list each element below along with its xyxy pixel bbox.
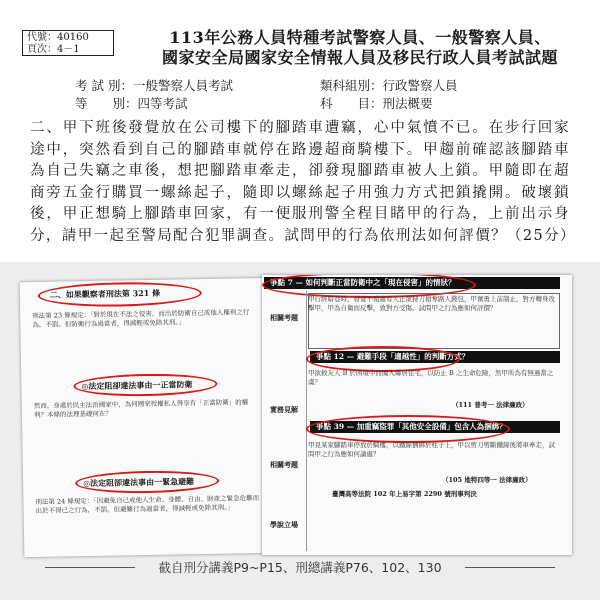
issue-12-footnote: （111 普考一 法律廉政） <box>452 401 529 409</box>
label-academic-position: 學說立場 <box>270 520 298 529</box>
left-page-subheading-2: ◎法定阻卻違法事由一緊急避難 <box>83 476 195 489</box>
textbook-page-right <box>262 275 572 555</box>
annotation-circle <box>306 415 510 443</box>
page-number: 頁次：4－1 <box>27 44 80 55</box>
source-caption: 截自刑分講義P9~P15、刑總講義P76、102、130 <box>158 560 442 575</box>
exam-title <box>140 28 580 68</box>
annotation-circle <box>73 373 217 398</box>
issue-12-text: 甲欲救友人 B 於困境中而闖入鄰居住宅，以防止 B 之生命危險，然甲所為有無過當之虞？ <box>308 369 554 386</box>
annotation-circle <box>75 470 219 495</box>
subject-value: 刑法概要 <box>382 96 433 111</box>
left-page-body-1: 刑法第 23 條規定：「對於現在不法之侵害，而出於防衛自己或他人權利之行為，不罰。但防衛行為過當者，得減輕或免除其刑。」 <box>32 308 250 329</box>
category-label: 類科組別： <box>320 78 383 93</box>
subject-label: 科 目： <box>320 96 383 111</box>
textbook-page-left <box>20 278 275 557</box>
exam-code-box <box>22 30 114 56</box>
left-page-body-2: 然而，身處於民主法治國家中，為何國家授權私人得享有「正當防衛」的權利？本條的法理基礎何在？ <box>33 398 249 419</box>
caption-rule-right <box>465 567 555 568</box>
column-divider <box>306 291 307 551</box>
exam-title-line2: 國家安全局國家安全情報人員及移民行政人員考試試題 <box>161 48 558 67</box>
category-value: 行政警察人員 <box>382 78 458 93</box>
subject-row <box>320 96 433 112</box>
issue-bar-39: 爭點 39 — 加重竊盜罪「其他安全設備」包含人為捆綁？ <box>310 421 560 433</box>
issue-39-footnote: （105 地特四等一 法律廉政） <box>442 476 532 484</box>
grade-row <box>75 96 188 112</box>
issue-7-text: 甲行經暗巷時，發覺不遠處有人正欲持刀搶奪路人錢包，甲奮勇上前制止，對方轉身攻擊甲，甲為自衛而反擊，致對方受傷。試問甲之行為應如何評價？ <box>308 295 555 312</box>
question-text: 二、甲下班後發覺放在公司樓下的腳踏車遭竊，心中氣憤不已。在步行回家途中，突然看到自己的腳踏車就停在路邊超商騎樓下。甲趨前確認該腳踏車為自己失竊之車後，想把腳踏車牽走，卻發現腳踏車被人上鎖。甲隨即在超商旁五金行購買一螺絲起子，隨即以螺絲起子用強力方式把鎖撬開。破壞鎖後，甲正想騎上腳踏車回家，有一便服刑警全程目睹甲的行為，上前出示身分，請甲一起至警局配合犯罪調查。試問甲的行為依刑法如何評價？（25分） <box>30 120 576 244</box>
exam-sheet <box>0 0 600 262</box>
exam-type-label: 考 試 別： <box>75 78 133 93</box>
label-related-questions-2: 相關考題 <box>270 460 298 469</box>
issue-39-text: 甲見某家腳踏車停放於騎樓，以鐵線捆綁於柱子上，甲以剪刀剪斷鐵線後將車牽走，試問甲之行為應如何論處？ <box>308 441 555 458</box>
annotation-circle <box>38 281 202 308</box>
label-related-questions: 相關考題 <box>270 313 298 322</box>
issue-bar-7: 爭點 7 — 如何判斷正當防衛中之「現在侵害」的情狀？ <box>264 277 560 289</box>
exam-type-value: 一般警察人員考試 <box>132 78 233 93</box>
category-row <box>320 78 458 94</box>
issue-bar-12: 爭點 12 — 避難手段「適越性」的判斷方式？ <box>310 351 560 363</box>
exam-code: 代號：40160 <box>27 32 89 43</box>
court-judgment-note: 臺灣高等法院 102 年上易字第 2290 號刑事判決 <box>332 490 477 498</box>
left-page-subheading-1: ◎法定阻卻違法事由一正當防衛 <box>81 379 193 392</box>
left-page-body-3: 刑法第 24 條規定：「因避免自己或他人生命、身體、自由、財產之緊急危難而出於不得已之行為，不罰。但避難行為過當者，得減輕或免除其刑。」 <box>35 494 260 515</box>
grade-value: 四等考試 <box>137 96 188 111</box>
exam-title-line1: 113年公務人員特種考試警察人員、一般警察人員、 <box>169 28 551 47</box>
exam-type-row <box>75 78 233 94</box>
left-page-heading: 二、如果觀察者刑法第 321 條 <box>49 287 161 300</box>
label-practice-view: 實務見解 <box>270 405 298 414</box>
grade-label: 等 別： <box>75 96 138 111</box>
